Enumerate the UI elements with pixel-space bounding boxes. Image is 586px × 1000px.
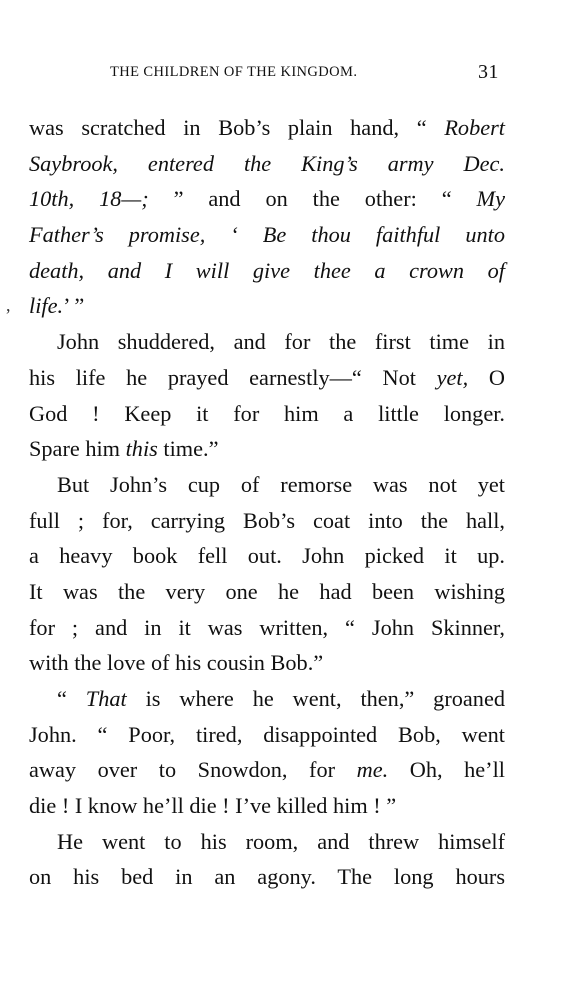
italic-text: Robert	[444, 115, 505, 140]
text-line	[29, 146, 505, 182]
text-line	[29, 253, 505, 289]
text-run: is where he went, then,” groaned	[126, 686, 505, 711]
text-line	[29, 288, 505, 324]
text-run: O	[468, 364, 505, 390]
text-run: a heavy book fell out. John picked it up.	[29, 543, 505, 569]
text-line	[29, 324, 505, 360]
text-line	[29, 110, 505, 146]
italic-text: My	[476, 186, 505, 212]
running-head-title: THE CHILDREN OF THE KINGDOM.	[110, 64, 358, 80]
text-run: was scratched in Bob’s plain hand, “	[29, 115, 445, 140]
text-run: with the love of his cousin Bob.”	[29, 650, 324, 676]
paragraph	[29, 681, 505, 824]
text-run: John shuddered, and for the first time in	[57, 329, 505, 355]
text-line	[29, 431, 505, 467]
body-text	[29, 110, 505, 895]
text-run: away over to Snowdon, for	[29, 757, 357, 783]
text-run: die ! I know he’ll die ! I’ve killed him ! ”	[29, 793, 397, 819]
italic-text: Father’s promise, ‘ Be thou faithful unto	[29, 222, 505, 248]
text-line	[29, 503, 505, 539]
margin-mark: ,	[6, 295, 11, 315]
text-run: ” and on the other: “	[148, 186, 477, 212]
running-head	[0, 61, 586, 86]
text-line	[29, 396, 505, 432]
page-number: 31	[478, 61, 499, 83]
text-run: for ; and in it was written, “ John Skinner,	[29, 614, 505, 640]
text-run: time.”	[157, 436, 219, 462]
italic-text: 10th, 18—;	[29, 186, 149, 212]
text-run: But John’s cup of remorse was not yet	[57, 471, 505, 497]
italic-text: death, and I will give thee a crown of	[29, 257, 505, 283]
text-run: on his bed in an agony. The long hours	[29, 864, 505, 890]
paragraph	[29, 110, 505, 324]
italic-text: Saybrook, entered the King’s army Dec.	[29, 150, 505, 176]
text-line	[29, 752, 505, 788]
text-run: John. “ Poor, tired, disappointed Bob, went	[29, 721, 505, 747]
text-run: ’ ”	[63, 293, 85, 319]
text-line	[29, 824, 505, 860]
italic-text: life.	[29, 293, 64, 319]
text-run: “	[57, 686, 86, 711]
text-run: Oh, he’ll	[388, 757, 505, 783]
text-line	[29, 859, 505, 895]
text-line	[29, 538, 505, 574]
text-line	[29, 645, 505, 681]
text-run: He went to his room, and threw himself	[57, 828, 505, 854]
text-run: his life he prayed earnestly—“ Not	[29, 364, 437, 390]
text-line	[29, 788, 505, 824]
text-run: It was the very one he had been wishing	[29, 578, 505, 604]
paragraph	[29, 324, 505, 467]
text-line	[29, 610, 505, 646]
italic-text: this	[125, 436, 158, 462]
italic-text: That	[85, 686, 127, 711]
text-run: God ! Keep it for him a little longer.	[29, 400, 505, 426]
text-line	[29, 181, 505, 217]
italic-text: me.	[356, 757, 389, 783]
text-line	[29, 717, 505, 753]
text-line	[29, 681, 505, 717]
italic-text: yet,	[436, 364, 469, 390]
text-line	[29, 360, 505, 396]
paragraph	[29, 824, 505, 895]
text-line	[29, 574, 505, 610]
text-line	[29, 217, 505, 253]
paragraph	[29, 467, 505, 681]
text-run: full ; for, carrying Bob’s coat into the hall,	[29, 507, 505, 533]
text-line	[29, 467, 505, 503]
text-run: Spare him	[29, 436, 126, 462]
